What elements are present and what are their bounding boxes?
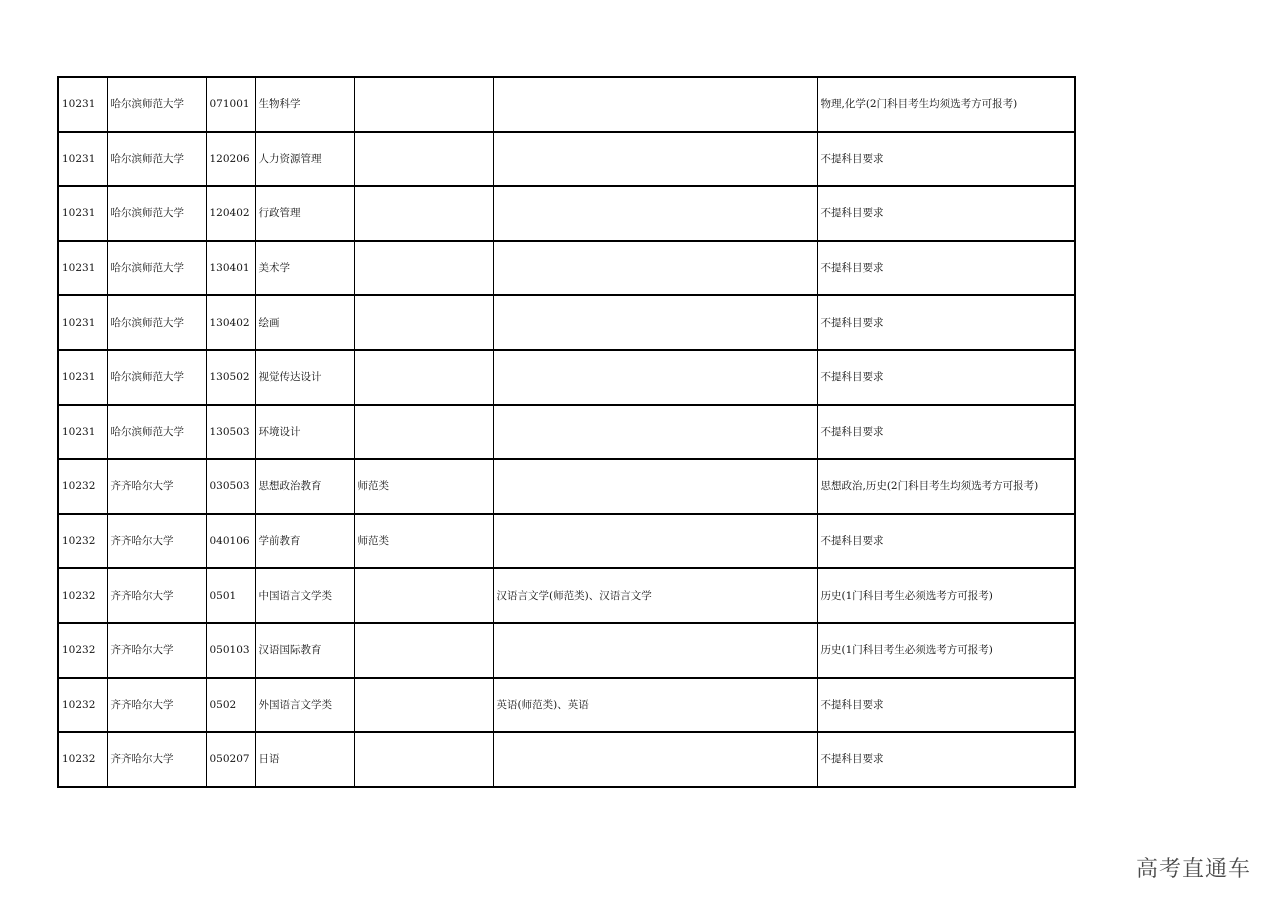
major-name-cell: 行政管理 [255, 186, 354, 241]
major-name-cell: 美术学 [255, 241, 354, 296]
major-name-cell: 思想政治教育 [255, 459, 354, 514]
major-name-cell: 视觉传达设计 [255, 350, 354, 405]
school-name-cell: 哈尔滨师范大学 [107, 350, 206, 405]
category-cell: 师范类 [354, 459, 493, 514]
major-code-cell: 030503 [206, 459, 255, 514]
subject-requirement-cell: 不提科目要求 [817, 186, 1075, 241]
school-name-cell: 齐齐哈尔大学 [107, 568, 206, 623]
subject-requirement-cell: 不提科目要求 [817, 405, 1075, 460]
table-row [58, 132, 1075, 187]
school-name-cell: 哈尔滨师范大学 [107, 295, 206, 350]
subject-requirement-cell: 不提科目要求 [817, 678, 1075, 733]
school-code-cell: 10231 [58, 77, 107, 132]
school-name-cell: 齐齐哈尔大学 [107, 514, 206, 569]
category-cell: 师范类 [354, 514, 493, 569]
subject-requirement-cell: 不提科目要求 [817, 732, 1075, 787]
major-name-cell: 人力资源管理 [255, 132, 354, 187]
major-code-cell: 130502 [206, 350, 255, 405]
table-row [58, 405, 1075, 460]
major-name-cell: 生物科学 [255, 77, 354, 132]
included-majors-cell [493, 514, 817, 569]
major-name-cell: 日语 [255, 732, 354, 787]
category-cell [354, 77, 493, 132]
subject-requirement-cell: 不提科目要求 [817, 132, 1075, 187]
major-name-cell: 学前教育 [255, 514, 354, 569]
major-code-cell: 120206 [206, 132, 255, 187]
major-code-cell: 120402 [206, 186, 255, 241]
category-cell [354, 295, 493, 350]
school-name-cell: 齐齐哈尔大学 [107, 732, 206, 787]
subject-requirement-cell: 不提科目要求 [817, 241, 1075, 296]
school-code-cell: 10231 [58, 350, 107, 405]
major-code-cell: 130401 [206, 241, 255, 296]
watermark-logo-text: 高考直通车 [1135, 857, 1251, 882]
table-row [58, 678, 1075, 733]
major-name-cell: 环境设计 [255, 405, 354, 460]
table-row [58, 623, 1075, 678]
major-code-cell: 0501 [206, 568, 255, 623]
school-code-cell: 10231 [58, 132, 107, 187]
admission-table-sheet [57, 76, 1074, 788]
category-cell [354, 623, 493, 678]
category-cell [354, 186, 493, 241]
school-code-cell: 10232 [58, 623, 107, 678]
major-name-cell: 汉语国际教育 [255, 623, 354, 678]
included-majors-cell [493, 295, 817, 350]
school-name-cell: 齐齐哈尔大学 [107, 459, 206, 514]
table-row [58, 186, 1075, 241]
school-code-cell: 10232 [58, 678, 107, 733]
included-majors-cell: 汉语言文学(师范类)、汉语言文学 [493, 568, 817, 623]
school-code-cell: 10232 [58, 514, 107, 569]
category-cell [354, 678, 493, 733]
included-majors-cell [493, 132, 817, 187]
category-cell [354, 350, 493, 405]
category-cell [354, 132, 493, 187]
table-row [58, 295, 1075, 350]
included-majors-cell [493, 350, 817, 405]
included-majors-cell [493, 623, 817, 678]
subject-requirement-cell: 不提科目要求 [817, 350, 1075, 405]
category-cell [354, 241, 493, 296]
subject-requirement-cell: 物理,化学(2门科目考生均须选考方可报考) [817, 77, 1075, 132]
school-name-cell: 哈尔滨师范大学 [107, 186, 206, 241]
major-code-cell: 0502 [206, 678, 255, 733]
included-majors-cell [493, 186, 817, 241]
subject-requirement-cell: 历史(1门科目考生必须选考方可报考) [817, 568, 1075, 623]
school-name-cell: 哈尔滨师范大学 [107, 405, 206, 460]
major-code-cell: 050207 [206, 732, 255, 787]
school-name-cell: 哈尔滨师范大学 [107, 132, 206, 187]
major-name-cell: 中国语言文学类 [255, 568, 354, 623]
school-code-cell: 10232 [58, 568, 107, 623]
school-name-cell: 齐齐哈尔大学 [107, 623, 206, 678]
subject-requirement-cell: 不提科目要求 [817, 295, 1075, 350]
included-majors-cell [493, 732, 817, 787]
school-code-cell: 10231 [58, 186, 107, 241]
school-code-cell: 10232 [58, 459, 107, 514]
category-cell [354, 568, 493, 623]
school-code-cell: 10232 [58, 732, 107, 787]
school-name-cell: 哈尔滨师范大学 [107, 77, 206, 132]
school-code-cell: 10231 [58, 405, 107, 460]
major-code-cell: 071001 [206, 77, 255, 132]
table-row [58, 514, 1075, 569]
major-name-cell: 外国语言文学类 [255, 678, 354, 733]
table-row [58, 732, 1075, 787]
included-majors-cell [493, 405, 817, 460]
table-body [58, 77, 1075, 787]
major-code-cell: 050103 [206, 623, 255, 678]
major-code-cell: 130402 [206, 295, 255, 350]
included-majors-cell: 英语(师范类)、英语 [493, 678, 817, 733]
table-row [58, 241, 1075, 296]
included-majors-cell [493, 459, 817, 514]
category-cell [354, 405, 493, 460]
school-code-cell: 10231 [58, 241, 107, 296]
school-name-cell: 齐齐哈尔大学 [107, 678, 206, 733]
included-majors-cell [493, 77, 817, 132]
subject-requirement-cell: 不提科目要求 [817, 514, 1075, 569]
admission-requirements-table [57, 76, 1076, 788]
major-name-cell: 绘画 [255, 295, 354, 350]
subject-requirement-cell: 历史(1门科目考生必须选考方可报考) [817, 623, 1075, 678]
table-row [58, 350, 1075, 405]
subject-requirement-cell: 思想政治,历史(2门科目考生均须选考方可报考) [817, 459, 1075, 514]
table-row [58, 77, 1075, 132]
table-row [58, 459, 1075, 514]
school-name-cell: 哈尔滨师范大学 [107, 241, 206, 296]
category-cell [354, 732, 493, 787]
table-row [58, 568, 1075, 623]
school-code-cell: 10231 [58, 295, 107, 350]
major-code-cell: 040106 [206, 514, 255, 569]
major-code-cell: 130503 [206, 405, 255, 460]
included-majors-cell [493, 241, 817, 296]
